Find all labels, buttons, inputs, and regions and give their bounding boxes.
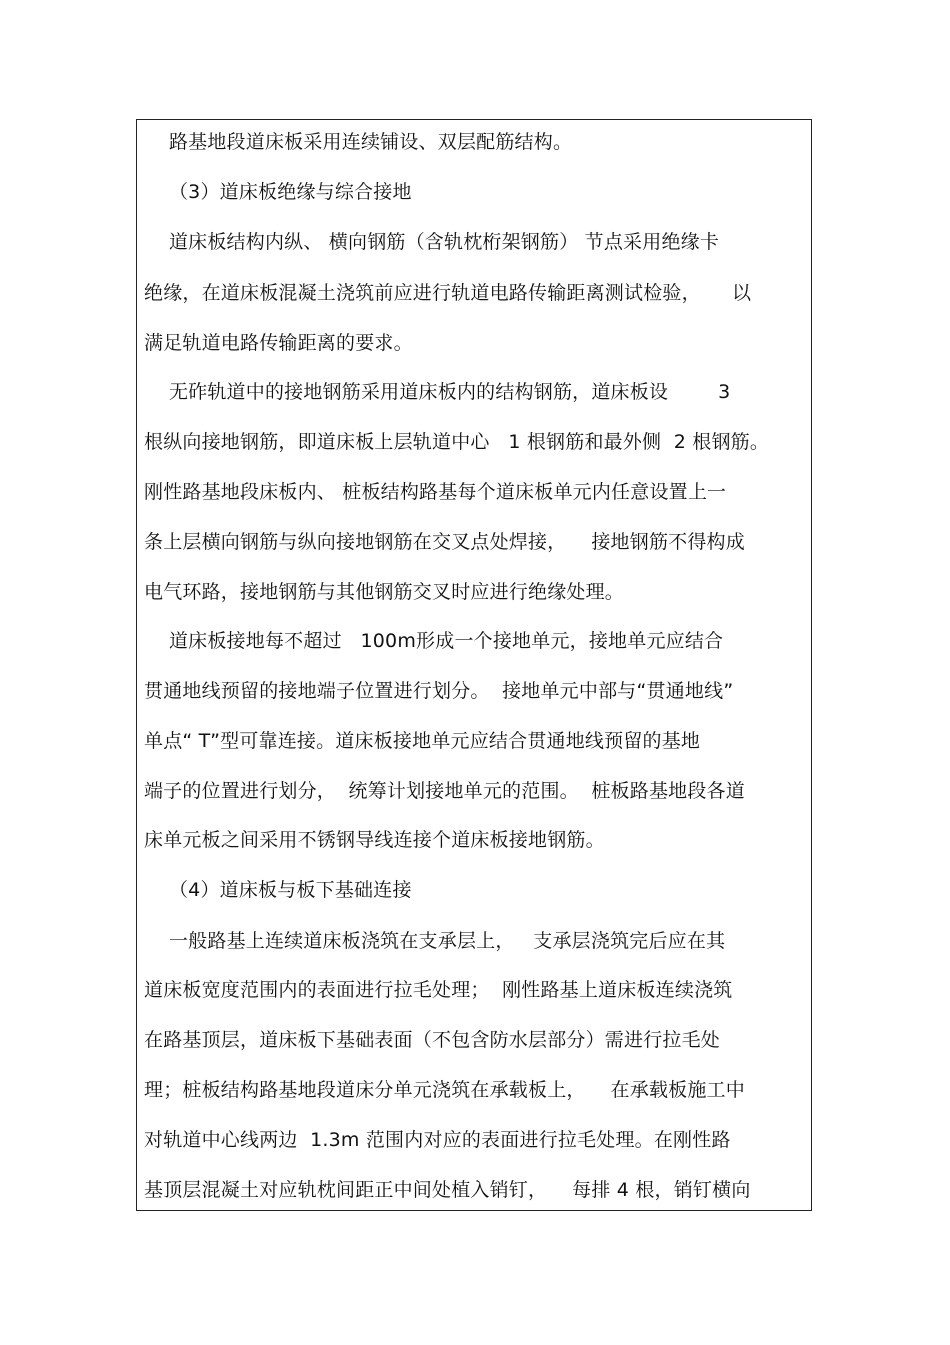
paragraph-line: 根纵向接地钢筋，即道床板上层轨道中心 1 根钢筋和最外侧 2 根钢筋。	[144, 431, 770, 453]
paragraph-line: 绝缘，在道床板混凝土浇筑前应进行轨道电路传输距离测试检验， 以	[144, 282, 752, 304]
paragraph-line: 满足轨道电路传输距离的要求。	[144, 332, 413, 354]
paragraph-line: 单点“ T”型可靠连接。道床板接地单元应结合贯通地线预留的基地	[144, 730, 701, 752]
section-heading: （4）道床板与板下基础连接	[144, 879, 412, 901]
paragraph-line: 道床板接地每不超过 100m形成一个接地单元，接地单元应结合	[144, 630, 724, 652]
section-heading: （3）道床板绝缘与综合接地	[144, 181, 412, 203]
paragraph-line: 端子的位置进行划分， 统筹计划接地单元的范围。 桩板路基地段各道	[144, 780, 745, 802]
paragraph-line: 理；桩板结构路基地段道床分单元浇筑在承载板上， 在承载板施工中	[144, 1079, 745, 1101]
paragraph-line: 电气环路，接地钢筋与其他钢筋交叉时应进行绝缘处理。	[144, 581, 625, 603]
paragraph-line: 贯通地线预留的接地端子位置进行划分。 接地单元中部与“贯通地线”	[144, 680, 734, 702]
paragraph-line: 道床板结构内纵、 横向钢筋（含轨枕桁架钢筋） 节点采用绝缘卡	[144, 231, 720, 253]
paragraph-line: 在路基顶层，道床板下基础表面（不包含防水层部分）需进行拉毛处	[144, 1029, 721, 1051]
paragraph-line: 条上层横向钢筋与纵向接地钢筋在交叉点处焊接， 接地钢筋不得构成	[144, 531, 745, 553]
paragraph-line: 路基地段道床板采用连续铺设、双层配筋结构。	[144, 131, 573, 153]
paragraph-line: 无砟轨道中的接地钢筋采用道床板内的结构钢筋，道床板设 3	[144, 381, 731, 403]
paragraph-line: 一般路基上连续道床板浇筑在支承层上， 支承层浇筑完后应在其	[144, 930, 726, 952]
paragraph-line: 道床板宽度范围内的表面进行拉毛处理； 刚性路基上道床板连续浇筑	[144, 979, 733, 1001]
paragraph-line: 床单元板之间采用不锈钢导线连接个道床板接地钢筋。	[144, 829, 605, 851]
paragraph-line: 刚性路基地段床板内、 桩板结构路基每个道床板单元内任意设置上一	[144, 481, 727, 503]
paragraph-line: 对轨道中心线两边 1.3m 范围内对应的表面进行拉毛处理。在刚性路	[144, 1129, 731, 1151]
paragraph-line: 基顶层混凝土对应轨枕间距正中间处植入销钉， 每排 4 根，销钉横向	[144, 1179, 751, 1201]
